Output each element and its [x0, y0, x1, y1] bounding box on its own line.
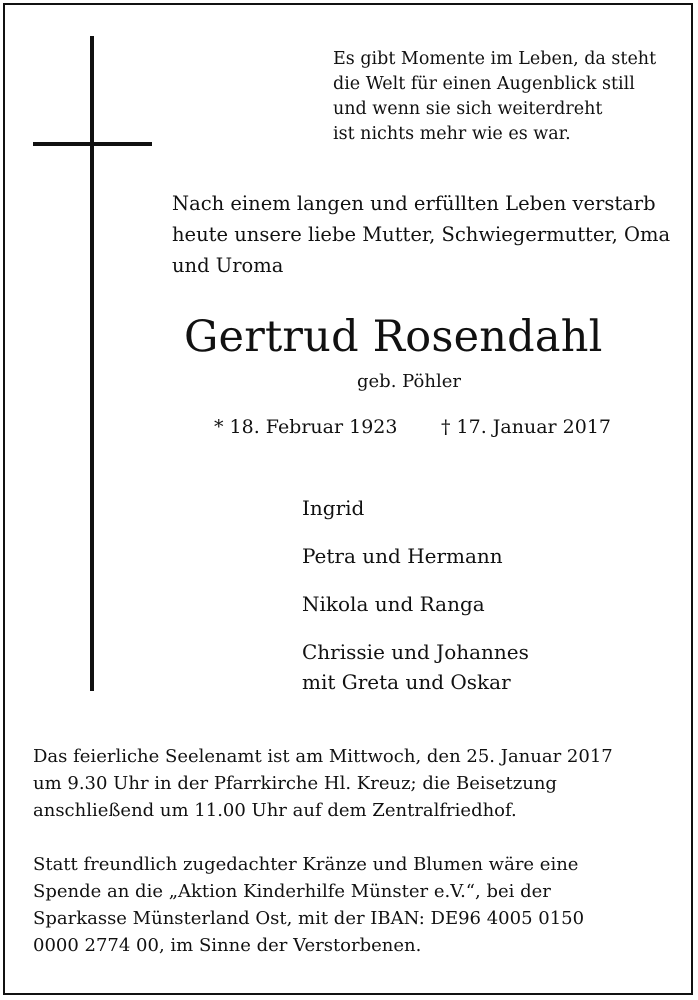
quote-line: und wenn sie sich weiterdreht [333, 99, 603, 119]
funeral-service-info [33, 743, 667, 824]
mourner-entry: Chrissie und Johannes [302, 640, 529, 664]
quote-line: die Welt für einen Augenblick still [333, 74, 635, 94]
service-line: Das feierliche Seelenamt ist am Mittwoch, den 25. Januar 2017 [33, 746, 613, 767]
maiden-name: geb. Pöhler [357, 371, 461, 392]
mourners-list [302, 493, 672, 697]
donation-line: Spende an die „Aktion Kinderhilfe Münster e.V.“, bei der [33, 881, 551, 902]
quote-line: Es gibt Momente im Leben, da steht [333, 49, 657, 69]
intro-line: Nach einem langen und erfüllten Leben verstarb [172, 192, 656, 215]
deceased-name: Gertrud Rosendahl [184, 312, 603, 362]
cross-vertical-bar [90, 36, 94, 691]
donation-request [33, 851, 667, 959]
death-date: † 17. Januar 2017 [441, 416, 612, 438]
donation-line: Sparkasse Münsterland Ost, mit der IBAN: DE96 4005 0150 [33, 908, 585, 929]
announcement-intro [172, 188, 672, 281]
cross-horizontal-bar [33, 142, 152, 146]
birth-date: * 18. Februar 1923 [214, 416, 398, 438]
donation-line: Statt freundlich zugedachter Kränze und Blumen wäre eine [33, 854, 579, 875]
intro-line: heute unsere liebe Mutter, Schwiegermutter, Oma [172, 223, 671, 246]
service-line: um 9.30 Uhr in der Pfarrkirche Hl. Kreuz; die Beisetzung [33, 773, 557, 794]
donation-line: 0000 2774 00, im Sinne der Verstorbenen. [33, 935, 422, 956]
mourner-entry: Ingrid [302, 496, 365, 520]
mourner-entry: Petra und Hermann [302, 544, 503, 568]
quote-line: ist nichts mehr wie es war. [333, 124, 571, 144]
service-line: anschließend um 11.00 Uhr auf dem Zentralfriedhof. [33, 800, 517, 821]
intro-line: und Uroma [172, 254, 284, 277]
mourner-entry: Nikola und Ranga [302, 592, 485, 616]
memorial-quote [333, 47, 673, 147]
mourner-entry: mit Greta und Oskar [302, 670, 511, 694]
